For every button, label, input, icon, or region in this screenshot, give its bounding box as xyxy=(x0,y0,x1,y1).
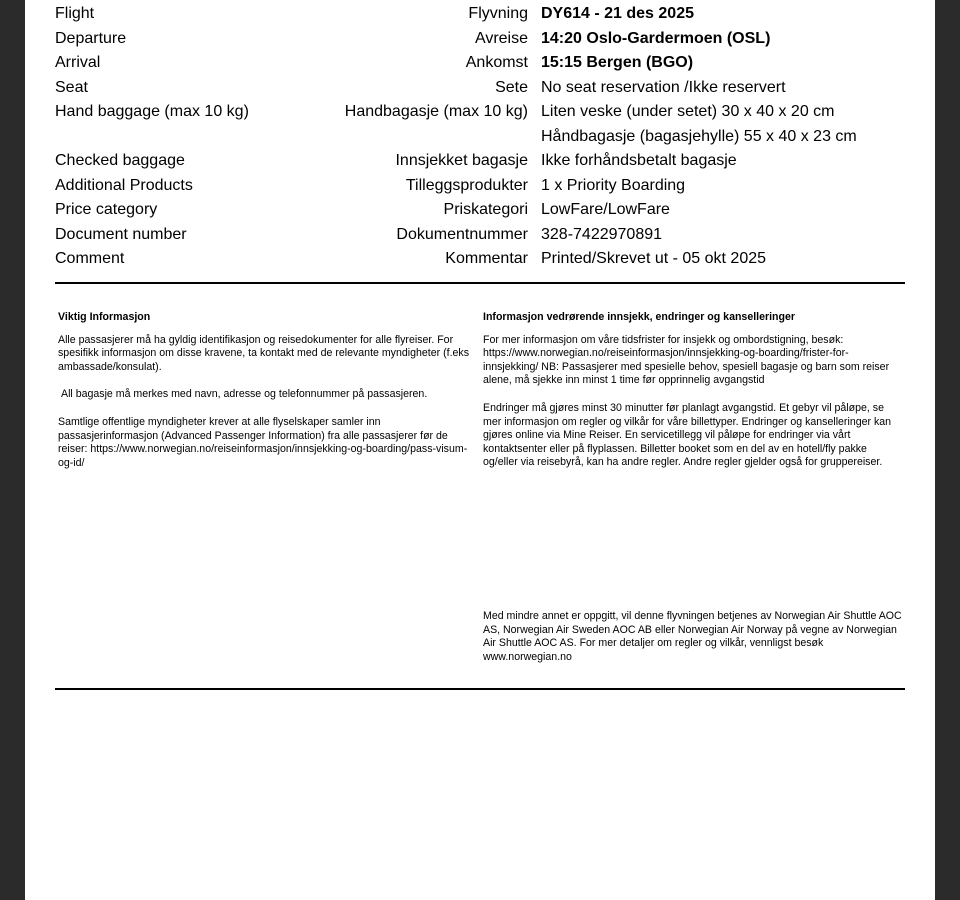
value: 328-7422970891 xyxy=(541,225,663,243)
info-paragraph: Alle passasjerer må ha gyldig identifikasjon og reisedokumenter for alle flyreiser. For spesifikk informasjon om disse kravene, ta kontakt med de relevante myndigheter (f.eks ambassade/konsulat). xyxy=(58,333,469,373)
info-paragraph: Med mindre annet er oppgitt, vil denne flyvningen betjenes av Norwegian Air Shuttle AOC AS, Norwegian Air Sweden AOC AB eller Norwegian Air Norway på vegne av Norwegian Air Shuttle AOC AS. For mer detaljer om regler og vilkår, vennligst besøk www.norwegian.no xyxy=(483,610,902,663)
label-no: Priskategori xyxy=(443,201,528,218)
label-no: Kommentar xyxy=(445,250,528,267)
label-no: Flyvning xyxy=(468,5,528,22)
label-no: Avreise xyxy=(474,29,528,47)
label-en: Document number xyxy=(55,225,187,243)
value-line: Håndbagasje (bagasjehylle) 55 x 40 x 23 cm xyxy=(541,127,857,145)
info-paragraph: Samtlige offentlige myndigheter krever at alle flyselskaper samler inn passasjerinformasjon (Advanced Passenger Information) fra alle passasjerer før de reiser: https://www.norwegian.no/reiseinformasjon/innsjekking-og-boarding/pass-visum-og-id/ xyxy=(58,415,468,469)
detail-row-price-category xyxy=(55,198,905,223)
detail-row-seat xyxy=(55,76,905,101)
important-info-section xyxy=(58,311,473,484)
detail-row-comment xyxy=(55,247,905,272)
label-en: Price category xyxy=(55,201,158,218)
checkin-info-section xyxy=(483,311,903,484)
detail-row-document-number xyxy=(55,223,905,248)
label-no: Tilleggsprodukter xyxy=(405,176,528,194)
divider xyxy=(55,282,905,284)
label-en: Checked baggage xyxy=(55,152,185,169)
detail-row-departure xyxy=(55,27,905,52)
label-en: Additional Products xyxy=(55,176,193,194)
detail-row-additional-products xyxy=(55,174,905,199)
detail-row-arrival xyxy=(55,51,905,76)
value: 15:15 Bergen (BGO) xyxy=(541,54,694,71)
value: 1 x Priority Boarding xyxy=(541,176,686,194)
ticket-page xyxy=(25,0,935,900)
detail-row-flight xyxy=(55,2,905,27)
label-en: Seat xyxy=(55,78,88,96)
label-en: Comment xyxy=(55,250,125,267)
label-en: Hand baggage (max 10 kg) xyxy=(55,103,249,120)
detail-row-hand-baggage xyxy=(55,100,905,149)
label-en: Departure xyxy=(55,29,127,47)
value: No seat reservation /Ikke reservert xyxy=(541,78,786,96)
label-no: Sete xyxy=(495,78,528,96)
label-no: Ankomst xyxy=(465,54,528,71)
label-en: Flight xyxy=(55,5,95,22)
value: LowFare/LowFare xyxy=(541,201,670,218)
label-en: Arrival xyxy=(55,54,101,71)
value: 14:20 Oslo-Gardermoen (OSL) xyxy=(541,29,771,47)
info-paragraph: All bagasje må merkes med navn, adresse og telefonnummer på passasjeren. xyxy=(61,388,428,401)
value: Printed/Skrevet ut - 05 okt 2025 xyxy=(541,250,767,267)
label-no: Dokumentnummer xyxy=(396,225,528,243)
value: Ikke forhåndsbetalt bagasje xyxy=(541,152,737,169)
section-heading: Informasjon vedrørende innsjekk, endringer og kanselleringer xyxy=(483,311,796,323)
divider xyxy=(55,688,905,690)
section-heading: Viktig Informasjon xyxy=(58,311,151,323)
info-paragraph: For mer informasjon om våre tidsfrister for insjekk og ombordstigning, besøk: https://www.norwegian.no/reiseinformasjon/innsjekking-og-boarding/frister-for-innsjekking/ NB: Passasjerer med spesielle behov, spesiell bagasje og barn som reiser alene, må sjekke inn minst 1 time før opprinnelig avgangstid xyxy=(483,333,890,387)
label-no: Innsjekket bagasje xyxy=(395,152,528,169)
value-line: Liten veske (under setet) 30 x 40 x 20 cm xyxy=(541,103,835,120)
label-no: Handbagasje (max 10 kg) xyxy=(344,103,528,120)
flight-details xyxy=(55,2,905,272)
value: DY614 - 21 des 2025 xyxy=(541,5,694,22)
detail-row-checked-baggage xyxy=(55,149,905,174)
info-paragraph: Endringer må gjøres minst 30 minutter før planlagt avgangstid. Et gebyr vil påløpe, se mer informasjon om regler og vilkår for våre billettyper. Endringer og kanselleringer kan gjøres online via Mine Reiser. En servicetillegg vil påløpe for endringer via vårt kontaktsenter eller på flyplassen. Billetter booket som en del av en hotell/fly pakke og/eller via reisebyrå, kan ha andre regler. Andre regler gjelder også for gruppereiser. xyxy=(483,401,892,469)
operator-info xyxy=(483,610,903,678)
value xyxy=(541,100,857,149)
